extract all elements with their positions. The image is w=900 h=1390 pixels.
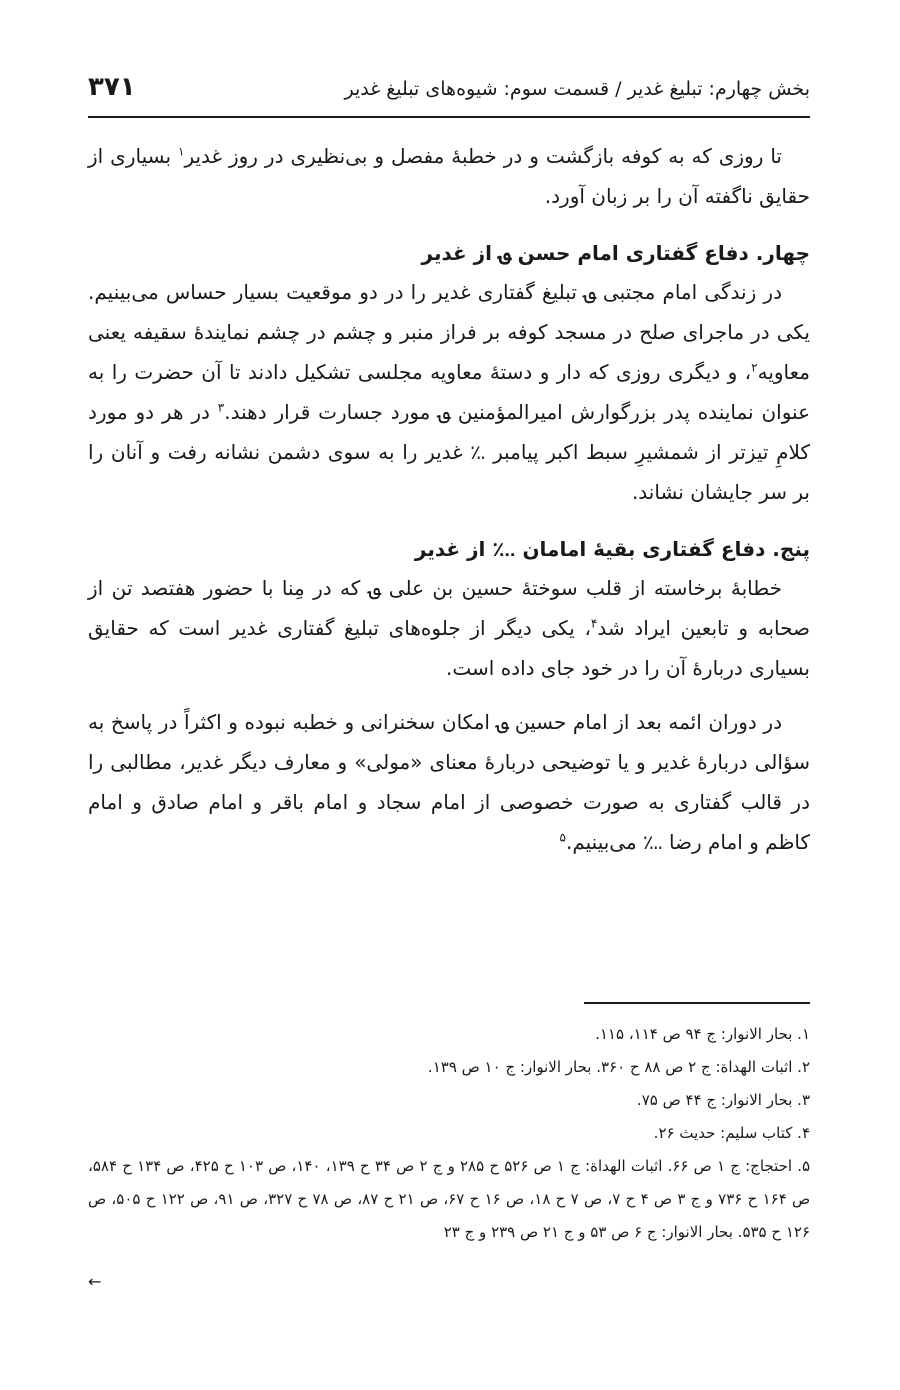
running-title: بخش چهارم: تبلیغ غدیر / قسمت سوم: شیوه‌های تبلیغ غدیر [344, 78, 810, 100]
header-rule [88, 116, 810, 118]
paragraph-2: در زندگی امام مجتبی ؈ تبلیغ گفتاری غدیر را در دو موقعیت بسیار حساس می‌بینیم. یکی در ماجرای صلح در مسجد کوفه بر فراز منبر و چشم در چشم نمایندهٔ سقیفه یعنی معاویه$^۲$، و دیگری روزی که دار و دستهٔ معاویه مجلسی تشکیل دادند تا آن حضرت را به عنوان نماینده پدر بزرگوارش امیرالمؤمنین ؈ مورد جسارت قرار دهند.$^۳$ در هر دو مورد کلامِ تیزتر از شمشیرِ سبط اکبر پیامبر ؉ غدیر را به سوی دشمن نشانه رفت و آنان را بر سر جایشان نشاند. [88, 280, 811, 504]
continuation-arrow-icon: ← [88, 1272, 102, 1291]
footnote-ref-5[interactable]: ۵ [559, 830, 566, 845]
body-text [88, 136, 810, 862]
section-heading-four: چهار. دفاع گفتاری امام حسن ؈ از غدیر [421, 241, 810, 265]
footnote-3: ۳. بحار الانوار: ج ۴۴ ص ۷۵. [636, 1091, 810, 1109]
footnotes [88, 1018, 810, 1249]
footnote-ref-4[interactable]: ۴ [590, 616, 598, 631]
footnote-1: ۱. بحار الانوار: ج ۹۴ ص ۱۱۴، ۱۱۵. [595, 1025, 810, 1043]
footnote-5: ۵. احتجاج: ج ۱ ص ۶۶. اثبات الهداة: ج ۱ ص ۵۲۶ ح ۲۸۵ و ج ۲ ص ۳۴ ح ۱۳۹، ۱۴۰، ص ۱۰۳ ح ۴۲۵، ص ۱۳۴ ح ۵۸۴، ص ۱۶۴ ح ۷۳۶ و ج ۳ ص ۴ ح ۷، ص ۷ ح ۱۸، ص ۱۶ ح ۶۷، ص ۲۱ ح ۸۷، ص ۷۸ ح ۳۲۷، ص ۹۱، ص ۱۲۲ ح ۵۰۵، ص ۱۲۶ ح ۵۳۵. بحار الانوار: ج ۶ ص ۵۳ و ج ۲۱ ص ۲۳۹ و ج ۲۳ [88, 1157, 811, 1241]
footnote-rule [584, 1002, 810, 1004]
footnote-2: ۲. اثبات الهداة: ج ۲ ص ۸۸ ح ۳۶۰. بحار الانوار: ج ۱۰ ص ۱۳۹. [427, 1058, 810, 1076]
footnote-4: ۴. کتاب سلیم: حدیث ۲۶. [653, 1124, 810, 1142]
book-page [88, 0, 810, 1390]
section-heading-five: پنج. دفاع گفتاری بقیهٔ امامان ؊ از غدیر [414, 537, 810, 561]
footnote-ref-3[interactable]: ۳ [217, 400, 225, 415]
paragraph-3: خطابهٔ برخاسته از قلب سوختهٔ حسین بن علی ؈ که در مِنا با حضور هفتصد تن از صحابه و تابعین ایراد شد$^۴$، یکی دیگر از جلوه‌های تبلیغ گفتاری غدیر است که حقایق بسیاری دربارهٔ آن را در خود جای داده است. [88, 576, 811, 680]
page-number: ۳۷۱ [88, 72, 136, 102]
footnote-ref-1[interactable]: ۱ [178, 144, 185, 159]
footnote-ref-2[interactable]: ۲ [751, 360, 758, 375]
paragraph-gap [88, 688, 810, 702]
running-header [88, 72, 810, 112]
paragraph-1: تا روزی که به کوفه بازگشت و در خطبهٔ مفصل و بی‌نظیری در روز غدیر$^۱$ بسیاری از حقایق ناگفته آن را بر زبان آورد. [88, 144, 810, 208]
paragraph-4: در دوران ائمه بعد از امام حسین ؈ امکان سخنرانی و خطبه نبوده و اکثراً در پاسخ به سؤالی دربارهٔ غدیر و یا توضیحی دربارهٔ معنای «مولی» و معارف دیگر غدیر، مطالبی را در قالب گفتاری به صورت خصوصی از امام سجاد و امام باقر و امام صادق و امام کاظم و امام رضا ؊ می‌بینیم.$^۵$ [88, 710, 810, 854]
